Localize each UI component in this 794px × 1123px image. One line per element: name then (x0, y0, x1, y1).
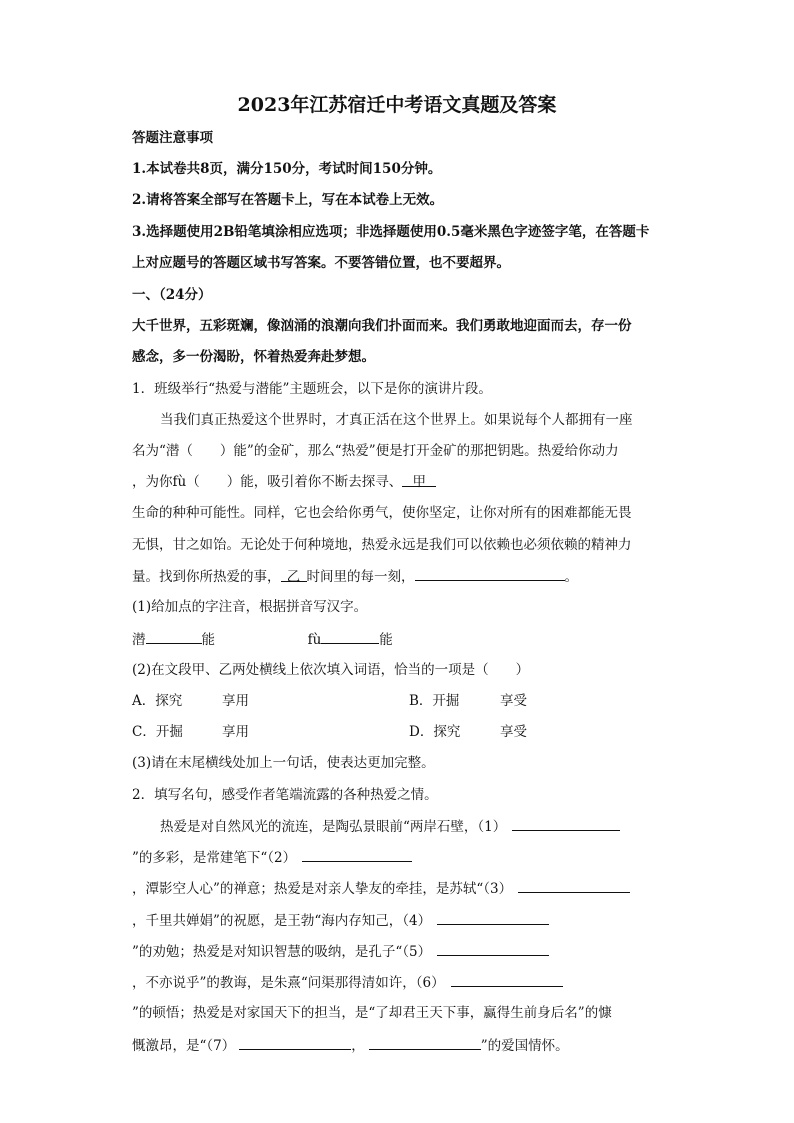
passage-text: 时间里的每一刻， (306, 569, 415, 585)
blank-4[interactable] (437, 910, 549, 925)
q2-text: ，不亦说乎”的教诲，是朱熹“问渠那得清如许，（6） (132, 975, 445, 991)
q2-text: ， (351, 1038, 365, 1054)
notes-heading: 答题注意事项 (132, 130, 213, 146)
blank-yi[interactable]: 乙 (281, 567, 307, 582)
q2-text: 热爱是对自然风光的流连，是陶弘景眼前“两岸石壁，（1） (160, 819, 507, 835)
q1-sub1-answers (132, 629, 393, 650)
q2-text: 慨激昂，是“（7） (132, 1038, 236, 1054)
blank-end-sentence[interactable] (415, 566, 565, 581)
neng-char: 能 (379, 632, 393, 648)
q1-passage-line: 无惧，甘之如饴。无论处于何种境地，热爱永远是我们可以依赖也必须依赖的精神力 (132, 537, 632, 553)
option-d-word: 享受 (500, 724, 527, 740)
q1-passage-line: 名为“潜（ ）能”的金矿，那么“热爱”便是打开金矿的那把钥匙。热爱给你动力 (132, 443, 619, 459)
q1-sub3: (3)请在末尾横线处加上一句话，使表达更加完整。 (132, 755, 435, 771)
option-b-word: 享受 (500, 693, 527, 709)
blank-jia[interactable]: 甲 (402, 472, 436, 487)
neng-char: 能 (201, 632, 215, 648)
passage-text: 量。找到你所热爱的事， (132, 569, 281, 585)
blank-1[interactable] (512, 816, 620, 831)
q2-line (132, 878, 630, 899)
q2-line (160, 816, 620, 837)
fu-char-blank[interactable] (321, 629, 379, 644)
blank-6[interactable] (451, 972, 563, 987)
q1-passage-line: 当我们真正热爱这个世界时，才真正活在这个世界上。如果说每个人都拥有一座 (160, 412, 633, 428)
q1-passage-line: 生命的种种可能性。同样，它也会给你勇气，使你坚定，让你对所有的困难都能无畏 (132, 505, 632, 521)
option-b[interactable]: B．开掘 (409, 693, 460, 709)
passage-text: ，为你fù（ ）能，吸引着你不断去探寻、 (132, 474, 403, 490)
q2-line (132, 1035, 569, 1056)
q1-passage-line (132, 472, 436, 492)
q2-text: ”的劝勉；热爱是对知识智慧的吸纳，是孔子“（5） (132, 944, 432, 960)
q2-text: ，潭影空人心”的禅意；热爱是对亲人挚友的牵挂，是苏轼“（3） (132, 881, 513, 897)
option-d[interactable]: D．探究 (409, 724, 461, 740)
q2-stem: 2．填写名句，感受作者笔端流露的各种热爱之情。 (132, 787, 438, 803)
blank-3[interactable] (518, 878, 630, 893)
q2-line (132, 941, 549, 962)
section-intro-b: 感念，多一份渴盼，怀着热爱奔赴梦想。 (132, 349, 375, 365)
note-2: 2.请将答案全部写在答题卡上，写在本试卷上无效。 (132, 192, 444, 208)
q1-stem: 1．班级举行“热爱与潜能”主题班会，以下是你的演讲片段。 (132, 381, 492, 397)
option-row (132, 691, 182, 711)
option-c-word: 享用 (222, 724, 249, 740)
q2-line (132, 910, 549, 931)
q1-sub1: (1)给加点的字注音，根据拼音写汉字。 (132, 599, 368, 615)
blank-7a[interactable] (239, 1035, 351, 1050)
q1-passage-line (132, 566, 578, 587)
section-heading: 一、（24分） (132, 287, 212, 303)
q2-line (132, 847, 412, 868)
blank-2[interactable] (302, 847, 412, 862)
note-3b: 上对应题号的答题区域书写答案。不要答错位置，也不要超界。 (132, 255, 510, 271)
q2-text: ”的爱国情怀。 (480, 1038, 569, 1054)
option-a-word: 享用 (222, 693, 249, 709)
note-3a: 3.选择题使用2B铅笔填涂相应选项；非选择题使用0.5毫米黑色字迹签字笔，在答题卡 (132, 224, 650, 240)
q2-text: ”的多彩，是常建笔下“（2） (132, 850, 297, 866)
qian-char: 潜 (132, 632, 146, 648)
q1-sub2: (2)在文段甲、乙两处横线上依次填入词语，恰当的一项是（ ） (132, 662, 530, 678)
page-title: 2023年江苏宿迁中考语文真题及答案 (237, 94, 557, 116)
blank-5[interactable] (437, 941, 549, 956)
qian-pinyin-blank[interactable] (146, 629, 202, 644)
passage-text: 。 (564, 569, 578, 585)
q2-text: ，千里共婵娟”的祝愿，是王勃“海内存知己，（4） (132, 913, 432, 929)
q2-line (132, 972, 563, 993)
blank-7b[interactable] (369, 1035, 481, 1050)
section-intro-a: 大千世界，五彩斑斓，像汹涌的浪潮向我们扑面而来。我们勇敢地迎面而去，存一份 (132, 318, 632, 334)
option-a[interactable]: A．探究 (132, 693, 183, 709)
q2-line: ”的顿悟；热爱是对家国天下的担当，是“了却君王天下事，赢得生前身后名”的慷 (132, 1005, 612, 1021)
option-c[interactable]: C．开掘 (132, 724, 183, 740)
fu-pinyin: fù (307, 632, 322, 648)
note-1: 1.本试卷共8页，满分150分，考试时间150分钟。 (132, 161, 442, 177)
